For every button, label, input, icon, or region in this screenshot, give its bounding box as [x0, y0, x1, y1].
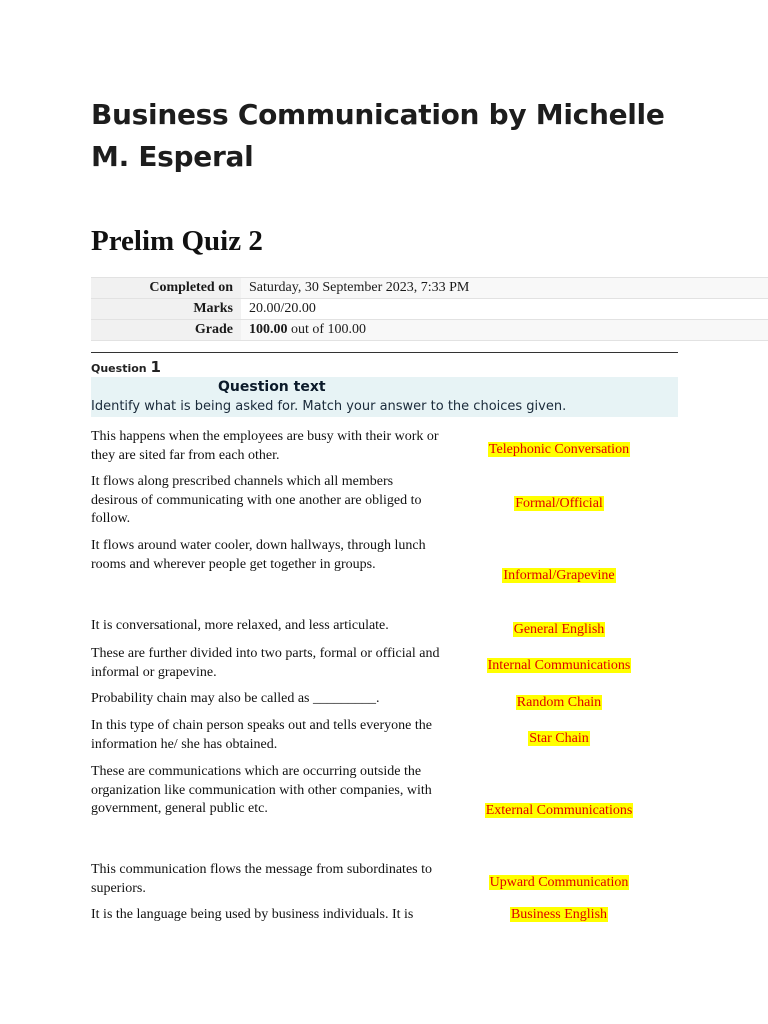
answer-highlight: Informal/Grapevine — [503, 568, 615, 583]
summary-row-completed — [91, 278, 768, 299]
match-prompt-2: It flows along prescribed channels which all members desirous of communicating with one another are obliged to follow. — [91, 474, 422, 526]
answer-highlight: Upward Communication — [489, 875, 629, 890]
match-prompt-5: These are further divided into two parts, formal or official and informal or grapevine. — [91, 646, 440, 680]
question-divider — [91, 352, 678, 353]
grade-value — [241, 320, 768, 341]
grade-out-of: out of 100.00 — [287, 322, 367, 337]
completed-value: Saturday, 30 September 2023, 7:33 PM — [241, 278, 768, 299]
match-prompt-6: Probability chain may also be called as _________. — [91, 691, 380, 706]
match-prompt-3: It flows around water cooler, down hallways, through lunch rooms and wherever people get together in groups. — [91, 538, 426, 572]
match-answer-10 — [444, 906, 674, 924]
quiz-title: Prelim Quiz 2 — [91, 225, 263, 257]
match-answer-1 — [444, 441, 674, 459]
match-prompt-4: It is conversational, more relaxed, and less articulate. — [91, 618, 389, 633]
grade-label: Grade — [91, 320, 241, 341]
grade-score: 100.00 — [249, 322, 288, 337]
match-answer-8 — [444, 802, 674, 820]
document-title: Business Communication by Michelle M. Esperal — [91, 98, 665, 173]
quiz-summary-table — [91, 277, 768, 341]
match-answer-2 — [444, 495, 674, 513]
answer-highlight: External Communications — [485, 803, 633, 818]
question-label: Question — [91, 362, 151, 375]
match-prompt-10: It is the language being used by business individuals. It is — [91, 907, 414, 922]
marks-label: Marks — [91, 299, 241, 320]
answer-highlight: General English — [513, 622, 605, 637]
question-number — [91, 358, 161, 376]
match-answer-3 — [444, 567, 674, 585]
match-answer-6 — [444, 694, 674, 712]
match-prompt-9: This communication flows the message from subordinates to superiors. — [91, 862, 432, 896]
marks-value: 20.00/20.00 — [241, 299, 768, 320]
answer-highlight: Telephonic Conversation — [488, 442, 630, 457]
match-answer-7 — [444, 730, 674, 748]
match-answer-5 — [444, 657, 674, 675]
question-text-heading: Question text — [218, 379, 326, 395]
match-answer-4 — [444, 621, 674, 639]
answer-highlight: Formal/Official — [515, 496, 603, 511]
summary-row-grade — [91, 320, 768, 341]
question-instruction: Identify what is being asked for. Match your answer to the choices given. — [91, 399, 567, 414]
summary-row-marks — [91, 299, 768, 320]
match-answer-9 — [444, 874, 674, 892]
question-number-value: 1 — [150, 358, 161, 376]
answer-highlight: Star Chain — [529, 731, 589, 746]
answer-highlight: Random Chain — [516, 695, 602, 710]
match-prompt-7: In this type of chain person speaks out and tells everyone the information he/ she has obtained. — [91, 718, 432, 752]
match-prompt-8: These are communications which are occurring outside the organization like communication with other companies, with government, general public etc. — [91, 764, 432, 816]
match-prompt-1: This happens when the employees are busy with their work or they are sited far from each other. — [91, 429, 439, 463]
answer-highlight: Business English — [510, 907, 608, 922]
answer-highlight: Internal Communications — [487, 658, 631, 673]
completed-label: Completed on — [91, 278, 241, 299]
